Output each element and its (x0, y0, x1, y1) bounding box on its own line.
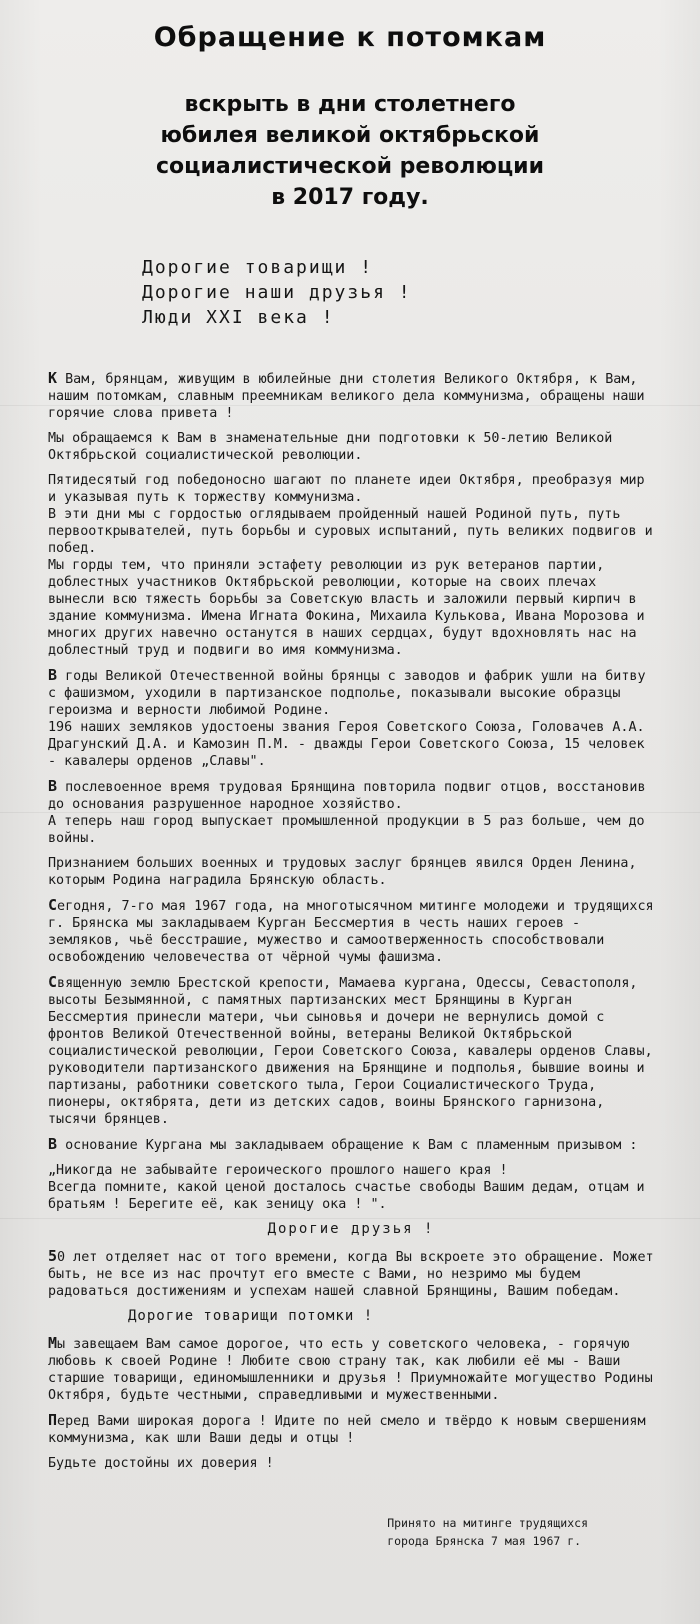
paragraph: Мы завещаем Вам самое дорогое, что есть у советского человека, - горячую любовь к своей Родине ! Любите свою страну так, как любили её мы - Ваши старшие товарищи, единомышленники и друзья ! Приумножайте могущество Родины Октября, будьте честными, справедливыми и мужественными. (48, 1334, 653, 1403)
paragraph: Сегодня, 7-го мая 1967 года, на многотысячном митинге молодежи и трудящихся г. Брянска мы закладываем Курган Бессмертия в честь наших героев - земляков, чьё бесстрашие, мужество и самоотверженность способствовали освобождению человечества от чёрной чумы фашизма. (48, 896, 654, 965)
paragraph: Мы обращаемся к Вам в знаменательные дни подготовки к 50-летию Великой Октябрьской социалистической революции. (48, 431, 613, 463)
subtitle-line: социалистической революции (156, 154, 544, 179)
subtitle-line: вскрыть в дни столетнего (184, 92, 516, 117)
paper-fold (0, 812, 700, 813)
signature-line: города Брянска 7 мая 1967 г. (387, 1534, 582, 1548)
paragraph: 196 наших земляков удостоены звания Героя Советского Союза, Головачев А.А. Драгунский Д.А. и Камозин П.М. - дважды Герои Советского Союза, 15 человек - кавалеры орденов „Славы". (48, 720, 645, 769)
friends-heading: Дорогие друзья ! (267, 1221, 435, 1237)
paper-fold (0, 405, 700, 406)
paragraph: К Вам, брянцам, живущим в юбилейные дни столетия Великого Октября, к Вам, нашим потомкам, славным преемникам великого дела коммунизма, обращены наши горячие слова привета ! (48, 369, 645, 421)
paragraph: Мы горды тем, что приняли эстафету революции из рук ветеранов партии, доблестных участников Октябрьской революции, которые на своих плечах вынесли всю тяжесть борьбы за Советскую власть и заложили первый кирпич в здание коммунизма. Имена Игната Фокина, Михаила Кулькова, Ивана Морозова и многих других навечно останутся в наших сердцах, будут вдохновлять нас на доблестный труд и подвиги во имя коммунизма. (48, 558, 645, 658)
paragraph: В эти дни мы с гордостью оглядываем пройденный нашей Родиной путь, путь первооткрывателей, путь борьбы и суровых испытаний, путь великих подвигов и побед. (48, 507, 653, 556)
paragraph: В годы Великой Отечественной войны брянцы с заводов и фабрик ушли на битву с фашизмом, уходили в партизанское подполье, показывали высокие образцы героизма и верности любимой Родине. (48, 666, 646, 718)
greetings-block (142, 255, 654, 330)
paragraph: А теперь наш город выпускает промышленной продукции в 5 раз больше, чем до войны. (48, 814, 645, 846)
paragraph: Священную землю Брестской крепости, Мамаева кургана, Одессы, Севастополя, высоты Безымянной, с памятных партизанских мест Брянщины в Курган Бессмертия принесли матери, чьи сыновья и дочери не вернулись домой с фронтов Великой Отечественной войны, ветераны Великой Октябрьской социалистической революции, Герои Советского Союза, кавалеры орденов Славы, руководители партизанского движения на Брянщине и подполья, бывшие воины и партизаны, работники советского тыла, Герои Социалистического Труда, пионеры, октябрята, дети из детских садов, воины Брянского гарнизона, тысячи брянцев. (48, 973, 653, 1127)
greeting-line: Люди XXI века ! (142, 307, 335, 328)
paragraph: Пятидесятый год победоносно шагают по планете идеи Октября, преобразуя мир и указывая путь к торжеству коммунизма. (48, 473, 645, 505)
document-title: Обращение к потомкам (153, 22, 547, 53)
document-subtitle (46, 89, 654, 213)
paragraph: Перед Вами широкая дорога ! Идите по ней смело и твёрдо к новым свершениям коммунизма, как шли Ваши деды и отцы ! (48, 1411, 646, 1446)
descendants-heading: Дорогие товарищи потомки ! (128, 1308, 374, 1324)
signature-block (387, 1514, 588, 1550)
document-body (48, 370, 654, 1472)
paragraph: 50 лет отделяет нас от того времени, когда Вы вскроете это обращение. Может быть, не все из нас прочтут его вместе с Вами, но незримо мы будем радоваться достижениям и успехам нашей славной Брянщины, Вашим победам. (48, 1247, 654, 1299)
paper-fold (0, 1218, 700, 1219)
paragraph: „Никогда не забывайте героического прошлого нашего края ! (48, 1163, 508, 1178)
paragraph: Всегда помните, какой ценой досталось счастье свободы Вашим дедам, отцам и братьям ! Берегите её, как зеницу ока ! ". (48, 1180, 645, 1212)
subtitle-line: юбилея великой октябрьской (160, 123, 540, 148)
subtitle-line: в 2017 году. (271, 185, 429, 210)
paragraph: Признанием больших военных и трудовых заслуг брянцев явился Орден Ленина, которым Родина наградила Брянскую область. (48, 856, 637, 888)
greeting-line: Дорогие товарищи ! (142, 257, 374, 278)
greeting-line: Дорогие наши друзья ! (142, 282, 412, 303)
signature-line: Принято на митинге трудящихся (387, 1516, 588, 1530)
paragraph: Будьте достойны их доверия ! (48, 1456, 274, 1471)
paragraph: В послевоенное время трудовая Брянщина повторила подвиг отцов, восстановив до основания разрушенное народное хозяйство. (48, 777, 646, 812)
paragraph: В основание Кургана мы закладываем обращение к Вам с пламенным призывом : (48, 1135, 638, 1153)
